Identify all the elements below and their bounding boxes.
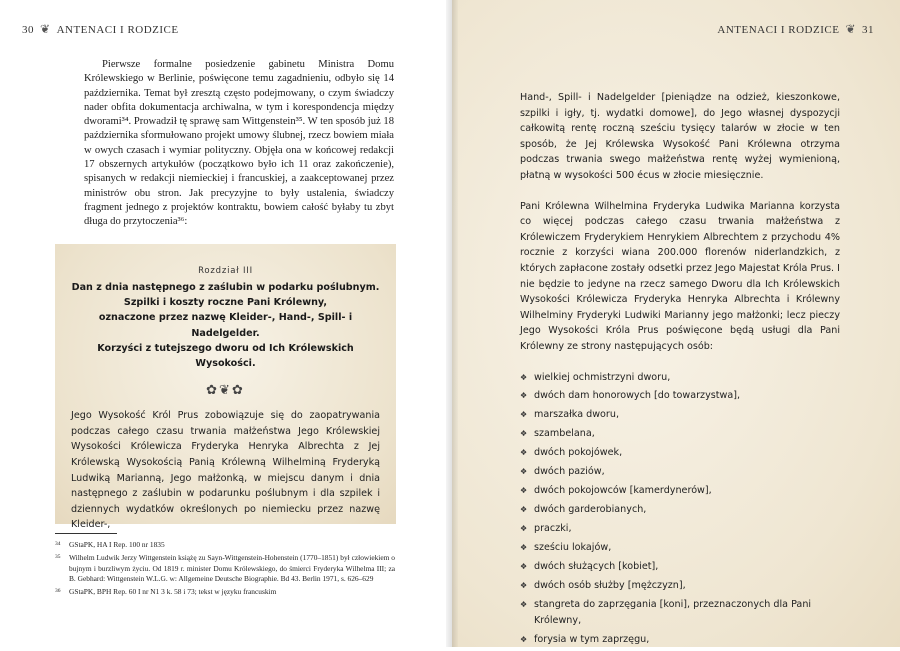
chapter-title <box>71 280 380 371</box>
left-page-number: 30 <box>22 23 34 36</box>
list-item <box>520 370 840 386</box>
list-item-text: marszałka dworu, <box>534 409 620 421</box>
list-item <box>520 464 840 480</box>
diamond-bullet-icon: ❖ <box>520 410 528 420</box>
list-item <box>520 483 840 499</box>
list-item <box>520 632 840 648</box>
chapter-title-line: Dan z dnia następnego z zaślubin w podarku poślubnym. <box>71 282 380 293</box>
left-page <box>0 0 452 647</box>
diamond-bullet-icon: ❖ <box>520 562 528 572</box>
list-item-text: dwóch paziów, <box>534 466 605 478</box>
staff-list <box>520 370 840 648</box>
list-item <box>520 445 840 461</box>
diamond-bullet-icon: ❖ <box>520 429 528 439</box>
diamond-bullet-icon: ❖ <box>520 581 528 591</box>
diamond-bullet-icon: ❖ <box>520 505 528 515</box>
ornament-divider-icon: ✿❦✿ <box>206 383 245 399</box>
quoted-contract-box <box>55 244 396 531</box>
list-item <box>520 502 840 518</box>
list-item-text: wielkiej ochmistrzyni dworu, <box>534 371 671 383</box>
right-paragraph: Pani Królewna Wilhelmina Fryderyka Ludwika Marianna korzysta co więcej podczas całego czasu trwania małżeństwa z Królewiczem Fryderykiem Henrykiem Albrechtem z przychodu 4% rocznie z korzyści wiana 200.000 florenów niderlandzkich, z których zapłacone zostały odsetki przez Jego Majestat Króla Prus. I nie będzie to jedyne na rzecz samego Dworu dla Ich Królewskich Wysokości Królewicza Fryderyka Henryka Albrechta i Królewny Wilhelminy Fryderyki Ludwiki Marianny jego małżonki; lecz pieczy Jego Wysokości Króla Prus poświęcone będą usługi dla Pani Królewny ze strony następujących osób: <box>520 200 840 352</box>
diamond-bullet-icon: ❖ <box>520 486 528 496</box>
book-gutter <box>446 0 458 647</box>
chapter-label: Rozdział III <box>198 266 253 276</box>
footnote <box>55 540 395 550</box>
footnote-text: GStaPK, BPH Rep. 60 I nr N1 3 k. 58 i 73; tekst w języku francuskim <box>69 587 277 597</box>
list-item <box>520 388 840 404</box>
right-page-header <box>717 22 874 37</box>
list-item <box>520 426 840 442</box>
footnotes <box>55 540 395 600</box>
fleuron-icon: ❦ <box>845 22 856 36</box>
contract-excerpt: Jego Wysokość Król Prus zobowiązuje się do zaopatrywania podczas całego czasu trwania małżeństwa Jego Królewskiej Wysokości Królewicza Fryderyka Henryka Albrechta z Jej Królewską Wysokością Panią Królewną Wilhelminą Fryderyką Ludwiką Marianną, Jego małżonką, w miejscu danym i dnia następnego z zaślubin w podarunku poślubnym i dla szpilek i dziennych wydatków określonych po niemiecku przez nazwę Kleider-, <box>71 410 380 531</box>
right-running-title: ANTENACI I RODZICE <box>717 23 840 36</box>
diamond-bullet-icon: ❖ <box>520 372 528 382</box>
right-page-number: 31 <box>862 23 874 36</box>
footnote <box>55 553 395 584</box>
footnote <box>55 587 395 597</box>
diamond-bullet-icon: ❖ <box>520 391 528 401</box>
list-item-text: forysia w tym zaprzęgu, <box>534 633 650 645</box>
diamond-bullet-icon: ❖ <box>520 543 528 553</box>
list-item <box>520 407 840 423</box>
left-page-header <box>22 22 179 37</box>
list-item <box>520 578 840 594</box>
list-item <box>520 521 840 537</box>
diamond-bullet-icon: ❖ <box>520 448 528 458</box>
chapter-title-line: Szpilki i koszty roczne Pani Królewny, <box>123 297 328 309</box>
right-paragraph: Hand-, Spill- i Nadelgelder [pieniądze na odzież, kieszonkowe, szpilki i igły, tj. wydatki domowe], do Jego własnej dyspozycji całkowitą rentę roczną sześciu tysięcy talarów w złocie w ten sposób, że Jej Królewska Wysokość Pani Królewna otrzyma podczas trwania swego małżeństwa rentę wyżej wymienioną, płatną w wysokości 500 écus w złocie miesięcznie. <box>520 92 840 181</box>
list-item <box>520 559 840 575</box>
list-item-text: szambelana, <box>534 428 595 440</box>
diamond-bullet-icon: ❖ <box>520 524 528 534</box>
chapter-title-line: Korzyści z tutejszego dworu od Ich Królewskich Wysokości. <box>97 342 354 370</box>
footnote-number: 34 <box>55 541 61 547</box>
list-item-text: dwóch pokojowców [kamerdynerów], <box>534 485 712 497</box>
left-body-text <box>84 58 394 230</box>
diamond-bullet-icon: ❖ <box>520 467 528 477</box>
list-item-text: dwóch służących [kobiet], <box>534 561 659 573</box>
list-item-text: dwóch dam honorowych [do towarzystwa], <box>534 390 741 402</box>
list-item-text: stangreta do zaprzęgania [koni], przeznaczonych dla Pani Królewny, <box>534 599 812 626</box>
footnote-number: 35 <box>55 554 61 561</box>
list-item-text: sześciu lokajów, <box>534 542 612 554</box>
footnote-rule <box>55 533 117 534</box>
list-item-text: dwóch garderobianych, <box>534 504 647 516</box>
left-paragraph: Pierwsze formalne posiedzenie gabinetu Ministra Domu Królewskiego w Berlinie, poświęcone temu zagadnieniu, odbyło się 14 października. Temat był zresztą często podejmowany, o czym świadczy nader obfita dokumentacja archiwalna, w tym i korespondencja między dworami³⁴. Prowadził tę sprawę sam Wittgenstein³⁵. W ten sposób już 18 października sformułowano projekt umowy ślubnej, rzecz bowiem miała w owych czasach i wymiar polityczny. Objęła ona w końcowej redakcji 17 obszernych artykułów (początkowo było ich 11 oraz zakończenie), spisanych w redakcji niemieckiej i francuskiej, a zaakceptowanej przez ministrów obu stron. Jak precyzyjne to były ustalenia, świadczy fragment jednego z projektów kontraktu, bowiem całość byłaby tu zbyt długa do przytoczenia³⁶: <box>84 59 394 228</box>
footnote-text: Wilhelm Ludwik Jerzy Wittgenstein książę zu Sayn-Wittgenstein-Hohenstein (1770–1851) był człowiekiem o bujnym i burzliwym życiu. Od 1819 r. minister Domu Królewskiego, do śmierci Fryderyka Wilhelma III; za B. Gebhard: Wittgenstein W.L.G. w: Allgemeine Deutsche Biographie. Bd 43. Berlin 1971, s. 626–629 <box>69 553 395 583</box>
list-item <box>520 540 840 556</box>
left-running-title: ANTENACI I RODZICE <box>56 23 179 36</box>
diamond-bullet-icon: ❖ <box>520 600 528 610</box>
fleuron-icon: ❦ <box>40 22 51 36</box>
footnote-number: 36 <box>55 588 61 595</box>
chapter-title-line: oznaczone przez nazwę Kleider-, Hand-, Spill- i Nadelgelder. <box>98 312 353 339</box>
list-item <box>520 597 840 628</box>
list-item-text: dwóch osób służby [mężczyzn], <box>534 580 686 592</box>
diamond-bullet-icon: ❖ <box>520 634 528 644</box>
footnote-text: GStaPK, HA I Rep. 100 nr 1835 <box>69 540 165 549</box>
right-body-text <box>520 90 840 651</box>
list-item-text: praczki, <box>534 523 572 535</box>
list-item-text: dwóch pokojówek, <box>534 447 623 459</box>
